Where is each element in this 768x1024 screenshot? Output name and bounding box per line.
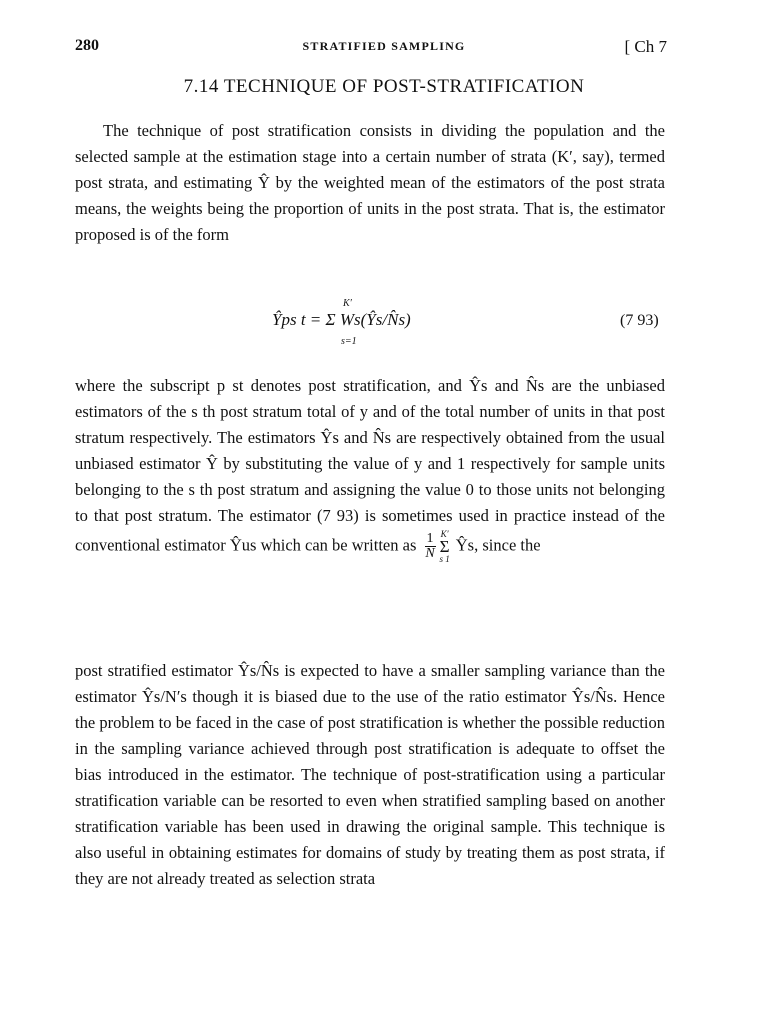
inline-fraction <box>425 532 436 561</box>
running-title: STRATIFIED SAMPLING <box>302 39 466 53</box>
section-heading: 7.14 TECHNIQUE OF POST-STRATIFICATION <box>183 76 585 97</box>
fraction-denominator: N <box>425 546 435 561</box>
paragraph-estimators-text: where the subscript p st denotes post stratification, and Ŷs and N̂s are the unbiased estimators of the s th post stratum total of y and of the total number of units in that post stratum respectively. The estimators Ŷs and N̂s are respectively obtained from the usual unbiased estimator Ŷ by substituting the value of y and 1 respectively for sample units belonging to the s th post stratum and assigning the value 0 to those units not belonging to that post stratum. The estimator (7 93) is sometimes used in practice instead of the conventional estimator Ŷus which can be written as <box>75 376 665 555</box>
equation-formula: Ŷps t = Σ Ws(Ŷs/N̂s) <box>272 310 411 329</box>
sum-upper-limit: K′ <box>343 298 352 309</box>
inline-sum: K′ Σ s 1 <box>439 529 450 564</box>
chapter-label: [ Ch 7 <box>624 37 667 56</box>
equation-number: (7 93) <box>620 312 659 329</box>
page-number: 280 <box>75 37 99 54</box>
inline-sum-upper: K′ <box>440 529 449 539</box>
paragraph-estimators-tail: since the <box>482 535 541 555</box>
fraction-numerator: 1 <box>426 531 434 546</box>
paragraph-post-stratified: post stratified estimator Ŷs/N̂s is expected to have a smaller sampling variance than the estimator Ŷs/N′s though it is biased due to the use of the ratio estimator Ŷs/N̂s. Hence the problem to be faced in the case of post stratification is whether the possible reduction in the sampling variance achieved through post stratification is adequate to offset the bias introduced in the estimator. The technique of post-stratification using a particular stratification variable can be resorted to even when stratified sampling based on another stratification variable has been used in drawing the original sample. This technique is also useful in obtaining estimates for domains of study by treating them as post strata, if they are not already treated as selection strata <box>75 661 665 888</box>
paragraph-intro: The technique of post stratification consists in dividing the population and the selected sample at the estimation stage into a certain number of strata (K′, say), termed post strata, and estimating Ŷ by the weighted mean of the estimators of the post strata means, the weights being the proportion of units in the post strata. That is, the estimator proposed is of the form <box>75 121 665 244</box>
equation-7-93 <box>0 300 768 352</box>
inline-sum-term: Ŷs, <box>455 535 479 555</box>
paragraph-estimators <box>75 373 665 564</box>
page-header <box>0 37 768 61</box>
inline-sum-lower: s 1 <box>439 554 450 564</box>
sum-lower-limit: s=1 <box>341 336 357 347</box>
